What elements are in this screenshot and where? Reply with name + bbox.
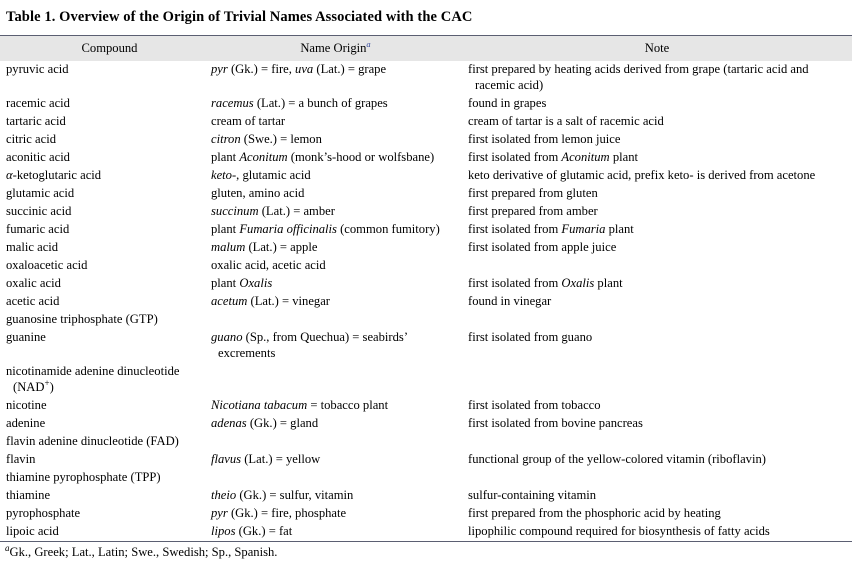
column-header-note — [462, 36, 852, 61]
footnote-text: Gk., Greek; Lat., Latin; Swe., Swedish; Sp., Spanish. — [9, 544, 278, 559]
table-head — [0, 36, 852, 61]
cell-compound: α-ketoglutaric acid — [6, 168, 102, 183]
table-row — [0, 275, 852, 293]
table-row — [0, 293, 852, 311]
cell-note: first isolated from Oxalis plant — [468, 276, 623, 291]
table-row — [0, 329, 852, 363]
table-row — [0, 469, 852, 487]
cell-note — [462, 257, 852, 275]
cell-compound: racemic acid — [6, 96, 70, 111]
cell-note: first prepared from the phosphoric acid by heating — [468, 506, 721, 520]
table-row — [0, 433, 852, 451]
cell-note: found in vinegar — [468, 294, 552, 309]
column-header-label: Note — [644, 41, 670, 56]
cell-name-origin: flavus (Lat.) = yellow — [211, 452, 321, 467]
cell-name-origin — [209, 433, 462, 451]
cell-name-origin: theio (Gk.) = sulfur, vitamin — [211, 488, 354, 503]
cell-compound: acetic acid — [6, 294, 60, 309]
cell-name-origin: Nicotiana tabacum = tobacco plant — [211, 398, 389, 413]
cell-compound: glutamic acid — [6, 186, 75, 201]
table-row — [0, 523, 852, 541]
cell-note — [462, 469, 852, 487]
cell-compound: thiamine pyrophosphate (TPP) — [6, 470, 161, 485]
table-row — [0, 311, 852, 329]
cell-note: found in grapes — [468, 96, 547, 111]
table-row — [0, 167, 852, 185]
table-row — [0, 149, 852, 167]
cell-name-origin: guano (Sp., from Quechua) = seabirds’ excrements — [211, 330, 408, 361]
cell-note — [462, 363, 852, 397]
cell-note: first isolated from lemon juice — [468, 132, 621, 147]
cell-name-origin: succinum (Lat.) = amber — [211, 204, 335, 219]
cell-name-origin: pyr (Gk.) = fire, phosphate — [211, 506, 347, 520]
cell-note: first prepared from gluten — [468, 186, 598, 201]
trivial-names-table — [0, 36, 852, 541]
cell-compound: malic acid — [6, 240, 59, 255]
cell-note: first prepared from amber — [468, 204, 598, 219]
column-header-label: Compound — [81, 41, 138, 56]
table-body — [0, 61, 852, 541]
column-header-label: Name Origin — [300, 41, 367, 56]
cell-note: functional group of the yellow-colored vitamin (riboflavin) — [468, 452, 766, 467]
table-row — [0, 185, 852, 203]
cell-note: first isolated from tobacco — [468, 398, 601, 413]
cell-name-origin: gluten, amino acid — [211, 186, 305, 201]
table-footnote — [0, 542, 852, 565]
table-row — [0, 363, 852, 397]
cell-note: lipophilic compound required for biosynthesis of fatty acids — [468, 523, 770, 538]
cell-name-origin: cream of tartar — [211, 114, 286, 129]
cell-name-origin: oxalic acid, acetic acid — [211, 258, 326, 273]
footnote-marker[interactable]: a — [366, 39, 371, 50]
cell-note: first isolated from bovine pancreas — [468, 416, 643, 431]
cell-name-origin — [209, 363, 462, 397]
table-row — [0, 415, 852, 433]
cell-name-origin: malum (Lat.) = apple — [211, 240, 318, 255]
cell-compound: citric acid — [6, 132, 56, 147]
cell-compound: tartaric acid — [6, 114, 66, 129]
cell-note: first prepared by heating acids derived from grape (tartaric acid and racemic acid) — [468, 62, 809, 93]
cell-compound: pyruvic acid — [6, 62, 69, 77]
cell-note: keto derivative of glutamic acid, prefix keto- is derived from acetone — [468, 168, 816, 183]
cell-compound: guanine — [6, 330, 46, 345]
cell-name-origin: citron (Swe.) = lemon — [211, 132, 322, 147]
cell-note: first isolated from guano — [468, 330, 593, 345]
cell-name-origin: plant Oxalis — [211, 276, 273, 291]
cell-note: first isolated from apple juice — [468, 240, 617, 255]
cell-compound: adenine — [6, 416, 46, 431]
cell-note — [462, 311, 852, 329]
cell-note: sulfur-containing vitamin — [468, 488, 597, 503]
table-row — [0, 203, 852, 221]
cell-compound: oxalic acid — [6, 276, 61, 291]
cell-compound: flavin adenine dinucleotide (FAD) — [6, 434, 179, 449]
cell-note: first isolated from Fumaria plant — [468, 222, 634, 237]
cell-name-origin: pyr (Gk.) = fire, uva (Lat.) = grape — [211, 62, 387, 77]
table-row — [0, 239, 852, 257]
cell-compound: succinic acid — [6, 204, 72, 219]
table-row — [0, 397, 852, 415]
table-row — [0, 61, 852, 95]
table-row — [0, 451, 852, 469]
cell-compound: nicotinamide adenine dinucleotide (NAD+) — [6, 364, 180, 395]
table-row — [0, 487, 852, 505]
table-row — [0, 257, 852, 275]
cell-name-origin: racemus (Lat.) = a bunch of grapes — [211, 96, 388, 111]
cell-compound: flavin — [6, 452, 36, 467]
cell-compound: thiamine — [6, 488, 51, 503]
cell-name-origin: plant Fumaria officinalis (common fumitory) — [211, 222, 440, 237]
cell-compound: lipoic acid — [6, 523, 59, 538]
cell-name-origin — [209, 311, 462, 329]
cell-compound: oxaloacetic acid — [6, 258, 88, 273]
footnote-marker-label: a — [5, 542, 10, 553]
table-row — [0, 95, 852, 113]
cell-name-origin: keto-, glutamic acid — [211, 168, 311, 183]
cell-note: cream of tartar is a salt of racemic acid — [468, 114, 664, 129]
cell-name-origin: acetum (Lat.) = vinegar — [211, 294, 331, 309]
cell-note — [462, 433, 852, 451]
cell-compound: guanosine triphosphate (GTP) — [6, 312, 158, 327]
table-row — [0, 131, 852, 149]
table-title: Table 1. Overview of the Origin of Trivial Names Associated with the CAC — [6, 9, 473, 25]
table-header-row — [0, 36, 852, 61]
cell-compound: pyrophosphate — [6, 506, 81, 520]
cell-compound: nicotine — [6, 398, 47, 413]
cell-name-origin: lipos (Gk.) = fat — [211, 523, 293, 538]
cell-name-origin: adenas (Gk.) = gland — [211, 416, 319, 431]
cell-name-origin: plant Aconitum (monk’s-hood or wolfsbane) — [211, 150, 435, 165]
cell-name-origin — [209, 469, 462, 487]
table-row — [0, 113, 852, 131]
table-row — [0, 221, 852, 239]
column-header-compound — [0, 36, 209, 61]
cell-note: first isolated from Aconitum plant — [468, 150, 639, 165]
table-row — [0, 505, 852, 523]
cell-compound: aconitic acid — [6, 150, 70, 165]
cell-compound: fumaric acid — [6, 222, 70, 237]
column-header-name-origin — [209, 36, 462, 61]
